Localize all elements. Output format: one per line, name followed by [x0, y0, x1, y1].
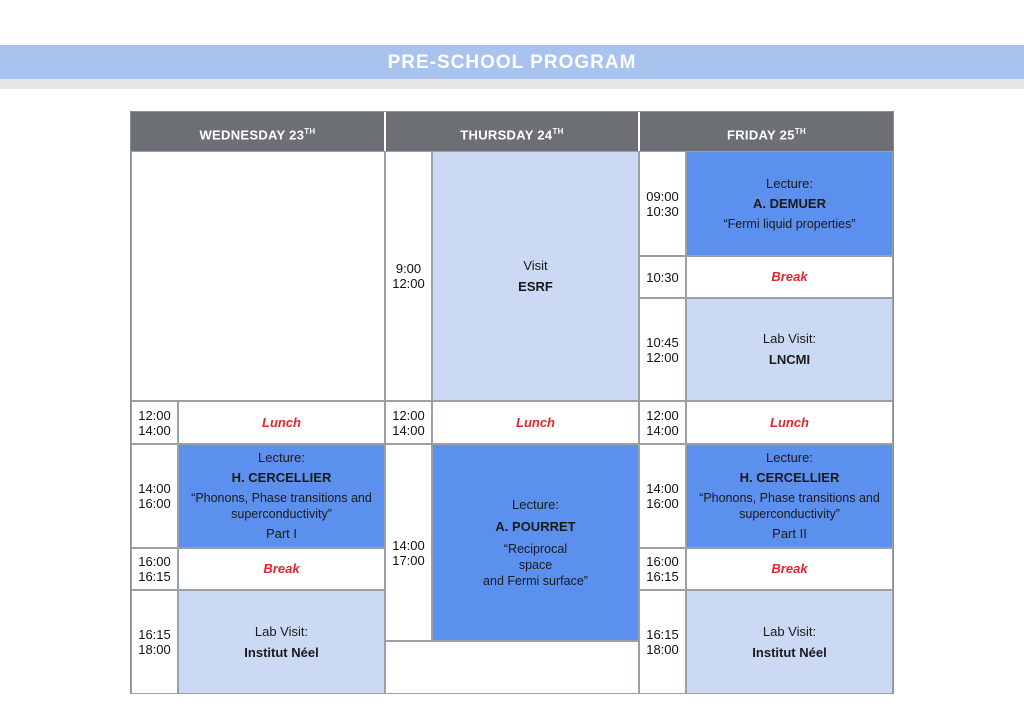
- lecture-speaker: A. DEMUER: [753, 195, 826, 211]
- time-start: 12:00: [138, 407, 171, 423]
- thu-visit-time: [385, 151, 432, 401]
- time-start: 16:00: [138, 554, 171, 569]
- time-start: 14:00: [138, 481, 171, 496]
- thu-empty-afternoon: [385, 641, 639, 694]
- lecture-kind: Lecture:: [512, 496, 559, 512]
- break-label: Break: [263, 561, 300, 576]
- lunch-label: Lunch: [770, 414, 809, 430]
- fri-lecture2-time: [639, 444, 686, 548]
- fri-visit1-time: [639, 298, 686, 401]
- fri-break1: [686, 256, 893, 298]
- time-start: 16:15: [646, 627, 679, 642]
- time-end: 12:00: [646, 349, 679, 365]
- time-end: 16:15: [646, 569, 679, 584]
- time-end: 16:00: [646, 496, 679, 511]
- lecture-speaker: H. CERCELLIER: [739, 470, 840, 485]
- time-end: 14:00: [392, 422, 425, 438]
- visit-place: ESRF: [518, 278, 553, 294]
- thu-visit: [432, 151, 639, 401]
- fri-lecture1: [686, 151, 893, 256]
- lecture-kind: Lecture:: [258, 450, 305, 465]
- wed-visit-time: [131, 590, 178, 694]
- thu-lunch: [432, 401, 639, 444]
- time-start: 16:00: [646, 554, 679, 569]
- visit-place: Institut Néel: [244, 644, 319, 660]
- fri-lab-visit2: [686, 590, 893, 694]
- fri-lunch-time: [639, 401, 686, 444]
- visit-kind: Visit: [523, 257, 548, 273]
- time-end: 14:00: [138, 422, 171, 438]
- header-friday-sup: TH: [794, 127, 806, 136]
- lecture-topic: “Phonons, Phase transitions and superconductivity”: [191, 491, 372, 521]
- time-end: 18:00: [138, 642, 171, 657]
- fri-break2-time: [639, 548, 686, 590]
- lecture-kind: Lecture:: [766, 450, 813, 465]
- fri-break1-time: [639, 256, 686, 298]
- wed-empty-morning: [131, 151, 385, 401]
- header-wednesday-sup: TH: [304, 127, 316, 136]
- lecture-topic-line3: and Fermi surface”: [483, 573, 588, 588]
- break-label: Break: [771, 561, 808, 576]
- wed-lecture-time: [131, 444, 178, 548]
- header-thursday-sup: TH: [552, 127, 564, 136]
- time-start: 14:00: [646, 481, 679, 496]
- wed-break: [178, 548, 385, 590]
- break-label: Break: [771, 269, 808, 284]
- header-wednesday-label: WEDNESDAY 23: [199, 127, 305, 143]
- wed-lab-visit: [178, 590, 385, 694]
- fri-visit2-time: [639, 590, 686, 694]
- time-end: 16:15: [138, 569, 171, 584]
- time-end: 12:00: [392, 276, 425, 291]
- lecture-topic: “Fermi liquid properties”: [723, 216, 856, 231]
- lecture-kind: Lecture:: [766, 175, 813, 191]
- fri-break2: [686, 548, 893, 590]
- wed-lunch-time: [131, 401, 178, 444]
- fri-lecture2: [686, 444, 893, 548]
- lecture-part: Part I: [265, 526, 298, 541]
- time-start: 14:00: [392, 537, 425, 553]
- header-thursday: [386, 112, 638, 151]
- time-end: 17:00: [392, 552, 425, 568]
- thu-lecture: [432, 444, 639, 641]
- header-friday-label: FRIDAY 25: [727, 127, 795, 143]
- lunch-label: Lunch: [516, 414, 555, 430]
- time-start: 12:00: [646, 407, 679, 423]
- header-wednesday: [131, 112, 384, 151]
- lecture-topic-line1: “Reciprocal: [503, 541, 568, 556]
- lecture-part: Part II: [772, 526, 807, 541]
- fri-lab-visit1: [686, 298, 893, 401]
- lecture-topic: “Phonons, Phase transitions and superconductivity”: [699, 491, 880, 521]
- time-start: 9:00: [395, 261, 422, 276]
- lecture-topic-line2: space: [518, 557, 553, 572]
- time-end: 18:00: [646, 642, 679, 657]
- time-end: 14:00: [646, 422, 679, 438]
- fri-lunch: [686, 401, 893, 444]
- banner-underline: [0, 79, 1024, 89]
- time-start: 12:00: [392, 407, 425, 423]
- visit-kind: Lab Visit:: [762, 331, 817, 346]
- time-end: 16:00: [138, 496, 171, 511]
- time-start: 09:00: [646, 188, 679, 204]
- visit-place: Institut Néel: [752, 644, 827, 660]
- visit-kind: Lab Visit:: [254, 623, 309, 639]
- header-thursday-label: THURSDAY 24: [460, 127, 553, 143]
- thu-lunch-time: [385, 401, 432, 444]
- time-start: 10:30: [646, 269, 679, 285]
- wed-lecture: [178, 444, 385, 548]
- wed-lunch: [178, 401, 385, 444]
- header-friday: [640, 112, 893, 151]
- page-title: PRE-SCHOOL PROGRAM: [387, 52, 637, 73]
- lunch-label: Lunch: [262, 414, 301, 430]
- time-start: 10:45: [646, 334, 679, 350]
- time-start: 16:15: [138, 627, 171, 642]
- fri-lecture1-time: [639, 151, 686, 256]
- visit-kind: Lab Visit:: [762, 623, 817, 639]
- thu-lecture-time: [385, 444, 432, 641]
- time-end: 10:30: [646, 203, 679, 219]
- lecture-speaker: A. POURRET: [495, 518, 576, 534]
- visit-place: LNCMI: [768, 352, 811, 367]
- lecture-speaker: H. CERCELLIER: [231, 470, 332, 485]
- wed-break-time: [131, 548, 178, 590]
